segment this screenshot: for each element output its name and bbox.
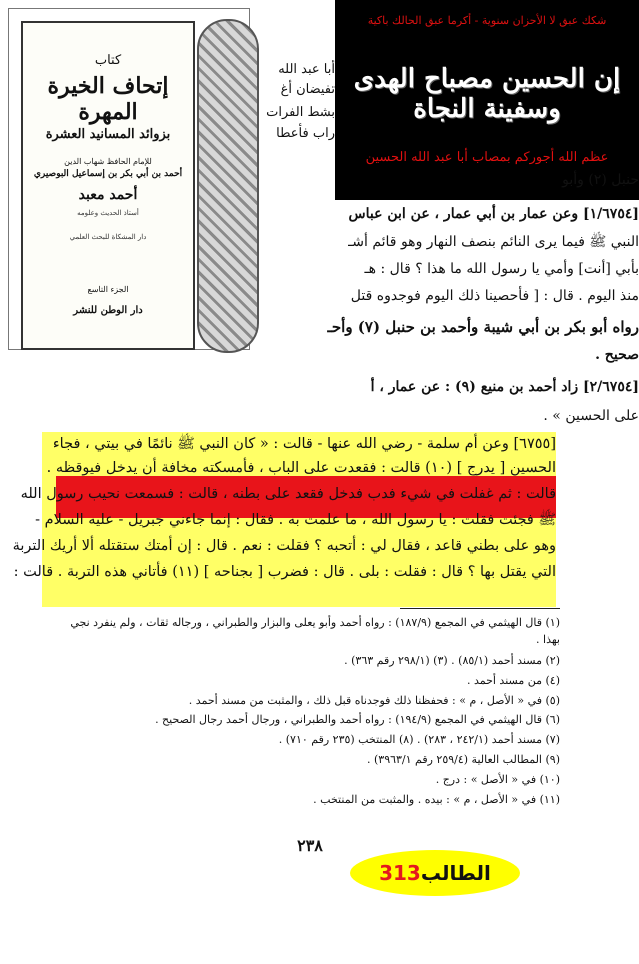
text-line: النبي ﷺ فيما يرى النائم بنصف النهار وهو قائم أشـ [348,234,639,250]
cover-title: إتحاف الخيرة المهرة [47,73,169,125]
footnote: بهذا . [536,633,560,646]
hadith-line: الحسين [ يدرج ] (١٠) قالت : فقعدت على الباب ، فأمسكته مخافة أن يدخل فيوقظه . [46,460,556,476]
badge-word: الطالب [420,861,491,885]
footnote-divider [400,608,560,609]
banner-bottom-text: عظم الله أجوركم بمصاب أبا عبد الله الحسين [365,150,609,165]
text-line: على الحسين » . [543,408,639,424]
hadith-line: التي يقتل بها ؟ قال : فقلت : بلى . قال : فضرب [ بجناحه ] (١١) فأتاني هذه التربة . قالت : [13,564,556,580]
hadith-line: وهو على بطني قاعد ، فقال لي : أتحبه ؟ فقلت : نعم . قال : إن أمتك ستقتله ألا أريك التربة [12,538,556,554]
footnote: (١١) في « الأصل ، م » : بيده . والمثبت من المنتخب . [313,793,560,806]
text-line: رواه أبو بكر بن أبي شيبة وأحمد بن حنبل (٧) وأحـ [327,318,639,336]
text-line: بأبي [أنت] وأمي يا رسول الله ما هذا ؟ قال : هـ [364,261,639,277]
footnote: (٩) المطالب العالية (٢٥٩/٤ رقم ٣٩٦٣/١) . [366,753,560,766]
banner-top-text: شكك عبق لا الأحزان سنوية - أكرما عبق الحالك باكية [367,14,607,27]
highlighted-hadith [12,432,556,607]
cover-frame [21,21,195,350]
cover-small-line: دار المشكاة للبحث العلمي [69,233,147,241]
hadith-line: [٦٧٥٥] وعن أم سلمة - رضي الله عنها - قالت : « كان النبي ﷺ نائمًا في بيتي ، فجاء [52,436,556,452]
upper-text-block [255,170,639,430]
footnote: (٥) في « الأصل ، م » : فحفظنا ذلك فوجدناه قبل ذلك ، والمثبت من مسند أحمد . [188,694,560,707]
cover-author-label: للإمام الحافظ شهاب الدين [64,157,152,166]
text-line: أبا عبد الله [278,62,335,77]
text-line: راب فأعطا [276,126,335,141]
cover-author: أحمد بن أبي بكر بن إسماعيل البوصيري [33,169,183,179]
text-line: منذ اليوم . قال : [ فأحصينا ذلك اليوم فوجدوه قتل [350,288,639,304]
cover-publisher: دار الوطن للنشر [73,305,143,316]
hadith-line: ﷺ فجئت فقلت : يا رسول الله ، ما علمت به . فقال : إنما جاءني جبريل - عليه السلام - [35,512,556,528]
page-number: ٢٣٨ [297,836,323,855]
page-top-text [255,60,335,180]
text-line: بشط الفرات [266,105,335,120]
cover-small-line: أستاذ الحديث وعلومه [77,209,139,217]
book-cover [8,8,250,350]
hadith-line: [١/٦٧٥٤] وعن عمار بن أبي عمار ، عن ابن عباس [348,206,639,222]
hadith-line: [٢/٦٧٥٤] زاد أحمد بن منيع (٩) : عن عمار ، أ [370,379,639,395]
text-line: تفيضان أغ [280,82,335,97]
cover-editor: أحمد معبد [78,187,138,203]
footnote: (١) قال الهيثمي في المجمع (١٨٧/٩) : رواه أحمد وأبو يعلى والبزار والطبراني ، ورجاله ثقات ، ولم ينفرد نجي [70,616,560,629]
footnote: (١٠) في « الأصل » : درج . [435,773,560,786]
cover-ornament-border [197,19,259,353]
footnote: (٢) مسند أحمد (٨٥/١) . (٣) (٢٩٨/١ رقم ٣٦٣) . [344,654,560,667]
text-line: صحيح . [595,347,639,363]
cover-kitab: كتاب [94,53,122,68]
footnote: (٧) مسند أحمد (٢٤٢/١ ، ٢٨٣) . (٨) المنتخب (٢٣٥ رقم ٧١٠) . [278,733,560,746]
text-line: حنبل (٢) وأبو [562,172,639,188]
footnote: (٤) من مسند أحمد . [466,674,560,687]
cover-volume: الجزء التاسع [87,285,129,294]
footnote: (٦) قال الهيثمي في المجمع (١٩٤/٩) : رواه أحمد والطبراني ، ورجال أحمد رجال الصحيح . [155,713,560,726]
banner-main-text: إن الحسين مصباح الهدى وسفينة النجاة [353,64,621,124]
badge-number: 313 [379,861,421,885]
cover-subtitle: بزوائد المسانيد العشرة [45,127,171,142]
hadith-line: قالت : ثم غفلت في شيء فدب فدخل فقعد على بطنه ، قالت : فسمعت نحيب رسول الله [20,486,556,502]
footnotes [50,615,560,835]
talib-badge [350,850,520,896]
